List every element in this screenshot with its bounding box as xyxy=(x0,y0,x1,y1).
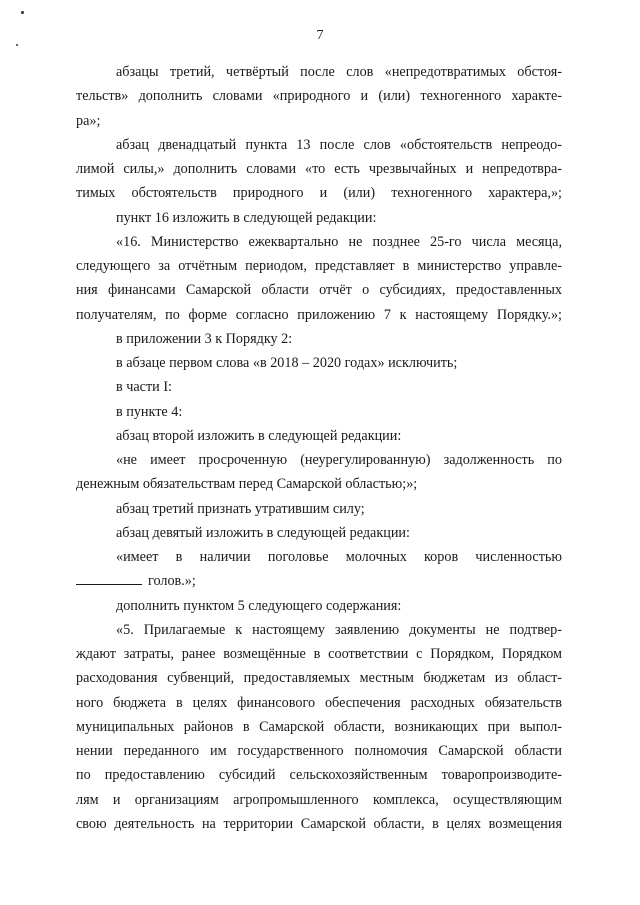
text-line: «16. Министерство ежеквартально не позднее 25-го числа месяца, xyxy=(116,233,562,250)
text-line: абзацы третий, четвёртый после слов «непредотвратимых обстоя- xyxy=(116,64,562,80)
text-line: тельств» дополнить словами «природного и (или) техногенного характе- xyxy=(76,88,562,105)
text-line: свою деятельность на территории Самарской области, в целях возмещения xyxy=(76,815,562,832)
text-line: дополнить пунктом 5 следующего содержания: xyxy=(116,597,402,614)
text-line: в абзаце первом слова «в 2018 – 2020 годах» исключить; xyxy=(116,355,458,371)
text-line: «имеет в наличии поголовье молочных коров численностью xyxy=(116,549,562,565)
text-line: голов.»; xyxy=(148,573,196,590)
scan-speck xyxy=(21,11,24,14)
text-line: ния финансами Самарской области отчёт о субсидиях, предоставленных xyxy=(76,282,562,299)
text-line: в приложении 3 к Порядку 2: xyxy=(116,330,293,347)
document-body xyxy=(76,60,562,836)
text-line: «5. Прилагаемые к настоящему заявлению документы не подтвер- xyxy=(116,621,562,638)
text-line: в пункте 4: xyxy=(116,403,183,420)
text-line: ра»; xyxy=(76,112,101,129)
text-line: ного бюджета в целях финансового обеспечения расходных обязательств xyxy=(76,694,562,711)
text-line: в части I: xyxy=(116,379,172,396)
text-line: лям и организациям агропромышленного комплекса, осуществляющим xyxy=(76,791,562,808)
text-line: денежным обязательствам перед Самарской областью;»; xyxy=(76,476,418,493)
text-line: «не имеет просроченную (неурегулированную) задолженность по xyxy=(116,452,562,468)
text-line: абзац двенадцатый пункта 13 после слов «обстоятельств непреодо- xyxy=(116,136,562,153)
text-line: муниципальных районов в Самарской области, возникающих при выпол- xyxy=(76,718,562,735)
text-line: пункт 16 изложить в следующей редакции: xyxy=(116,209,377,226)
text-line: абзац девятый изложить в следующей редакции: xyxy=(116,524,410,541)
text-line: следующего за отчётным периодом, представляет в министерство управле- xyxy=(76,258,562,274)
text-line: расходования субвенций, предоставляемых местным бюджетам из област- xyxy=(76,670,562,687)
text-line: нении переданного им государственного полномочия Самарской области xyxy=(76,743,562,759)
text-line: абзац второй изложить в следующей редакции: xyxy=(116,427,402,444)
text-line-with-blank xyxy=(76,569,562,593)
text-line: абзац третий признать утратившим силу; xyxy=(116,500,365,517)
text-line: получателям, по форме согласно приложению 7 к настоящему Порядку.»; xyxy=(76,306,562,323)
text-line: ждают затраты, ранее возмещённые в соответствии с Порядком, Порядком xyxy=(76,646,562,662)
text-line: по предоставлению субсидий сельскохозяйственным товаропроизводите- xyxy=(76,767,562,784)
page-number: 7 xyxy=(316,28,324,43)
text-line: лимой силы,» дополнить словами «то есть чрезвычайных и непредотвра- xyxy=(76,161,562,177)
text-line: тимых обстоятельств природного и (или) техногенного характера,»; xyxy=(76,185,562,202)
fill-in-blank xyxy=(76,569,142,585)
